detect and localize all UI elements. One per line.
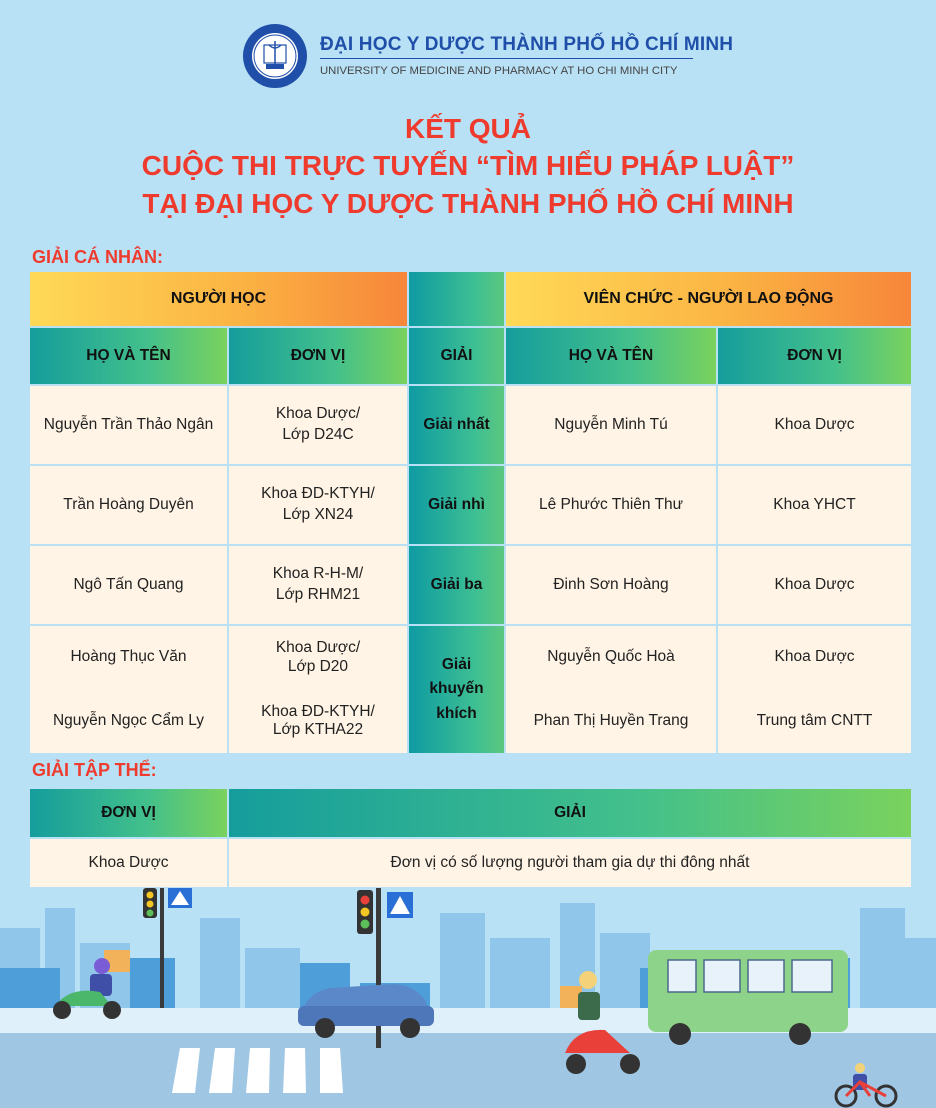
university-logo-icon	[242, 23, 308, 89]
col-header-learner-unit: ĐƠN VỊ	[229, 328, 407, 384]
university-name-en: UNIVERSITY OF MEDICINE AND PHARMACY AT HO CHI MINH CITY	[320, 65, 678, 77]
col-header-staff-unit: ĐƠN VỊ	[718, 328, 911, 384]
staff-name-group	[506, 626, 716, 753]
learner-name: Trần Hoàng Duyên	[30, 466, 227, 544]
collective-prize: Đơn vị có số lượng người tham gia dự thi đông nhất	[229, 839, 911, 887]
street-illustration	[0, 888, 936, 1108]
staff-unit: Khoa Dược	[718, 546, 911, 624]
learner-unit: Khoa Dược/ Lớp D20	[275, 639, 361, 675]
staff-name: Nguyễn Minh Tú	[506, 386, 716, 464]
individual-section-title: GIẢI CÁ NHÂN:	[32, 247, 163, 267]
bus-icon	[648, 950, 848, 1045]
learner-name: Nguyễn Ngọc Cẩm Ly	[52, 711, 205, 729]
prize-label: Giải nhất	[409, 386, 504, 464]
learner-unit: Khoa R-H-M/ Lớp RHM21	[229, 546, 407, 624]
prize-label: Giải khuyến khích	[409, 626, 504, 753]
staff-name: Nguyễn Quốc Hoà	[547, 648, 675, 666]
learner-unit: Khoa ĐD-KTYH/ Lớp XN24	[229, 466, 407, 544]
header	[0, 0, 936, 100]
group-header-spacer	[409, 272, 504, 326]
staff-unit: Khoa YHCT	[718, 466, 911, 544]
learner-unit: Khoa Dược/ Lớp D24C	[229, 386, 407, 464]
col-header-collective-unit: ĐƠN VỊ	[30, 789, 227, 837]
col-header-staff-name: HỌ VÀ TÊN	[506, 328, 716, 384]
header-divider	[320, 58, 693, 59]
title-line-2: CUỘC THI TRỰC TUYẾN “TÌM HIỂU PHÁP LUẬT”	[141, 150, 795, 181]
prize-label: Giải ba	[409, 546, 504, 624]
learner-name: Hoàng Thục Văn	[70, 648, 187, 666]
learner-unit: Khoa ĐD-KTYH/ Lớp KTHA22	[261, 702, 375, 739]
staff-name: Đinh Sơn Hoàng	[506, 546, 716, 624]
staff-name: Phan Thị Huyền Trang	[533, 711, 689, 729]
staff-unit: Trung tâm CNTT	[756, 711, 873, 729]
learner-name: Ngô Tấn Quang	[30, 546, 227, 624]
collective-section-title: GIẢI TẬP THỂ:	[32, 760, 157, 780]
staff-unit-group	[718, 626, 911, 753]
staff-unit: Khoa Dược	[774, 648, 855, 666]
title-line-1: KẾT QUẢ	[405, 113, 531, 144]
staff-name: Lê Phước Thiên Thư	[506, 466, 716, 544]
collective-unit: Khoa Dược	[30, 839, 227, 887]
university-name-vn: ĐẠI HỌC Y DƯỢC THÀNH PHỐ HỒ CHÍ MINH	[320, 34, 734, 55]
learner-name: Nguyễn Trần Thảo Ngân	[30, 386, 227, 464]
learner-name-group	[30, 626, 227, 753]
group-header-staff: VIÊN CHỨC - NGƯỜI LAO ĐỘNG	[506, 272, 911, 326]
learner-unit-group	[229, 626, 407, 753]
col-header-collective-prize: GIẢI	[229, 789, 911, 837]
col-header-prize: GIẢI	[409, 328, 504, 384]
col-header-learner-name: HỌ VÀ TÊN	[30, 328, 227, 384]
prize-label: Giải nhì	[409, 466, 504, 544]
title-line-3: TẠI ĐẠI HỌC Y DƯỢC THÀNH PHỐ HỒ CHÍ MINH	[142, 188, 794, 219]
group-header-learners: NGƯỜI HỌC	[30, 272, 407, 326]
staff-unit: Khoa Dược	[718, 386, 911, 464]
